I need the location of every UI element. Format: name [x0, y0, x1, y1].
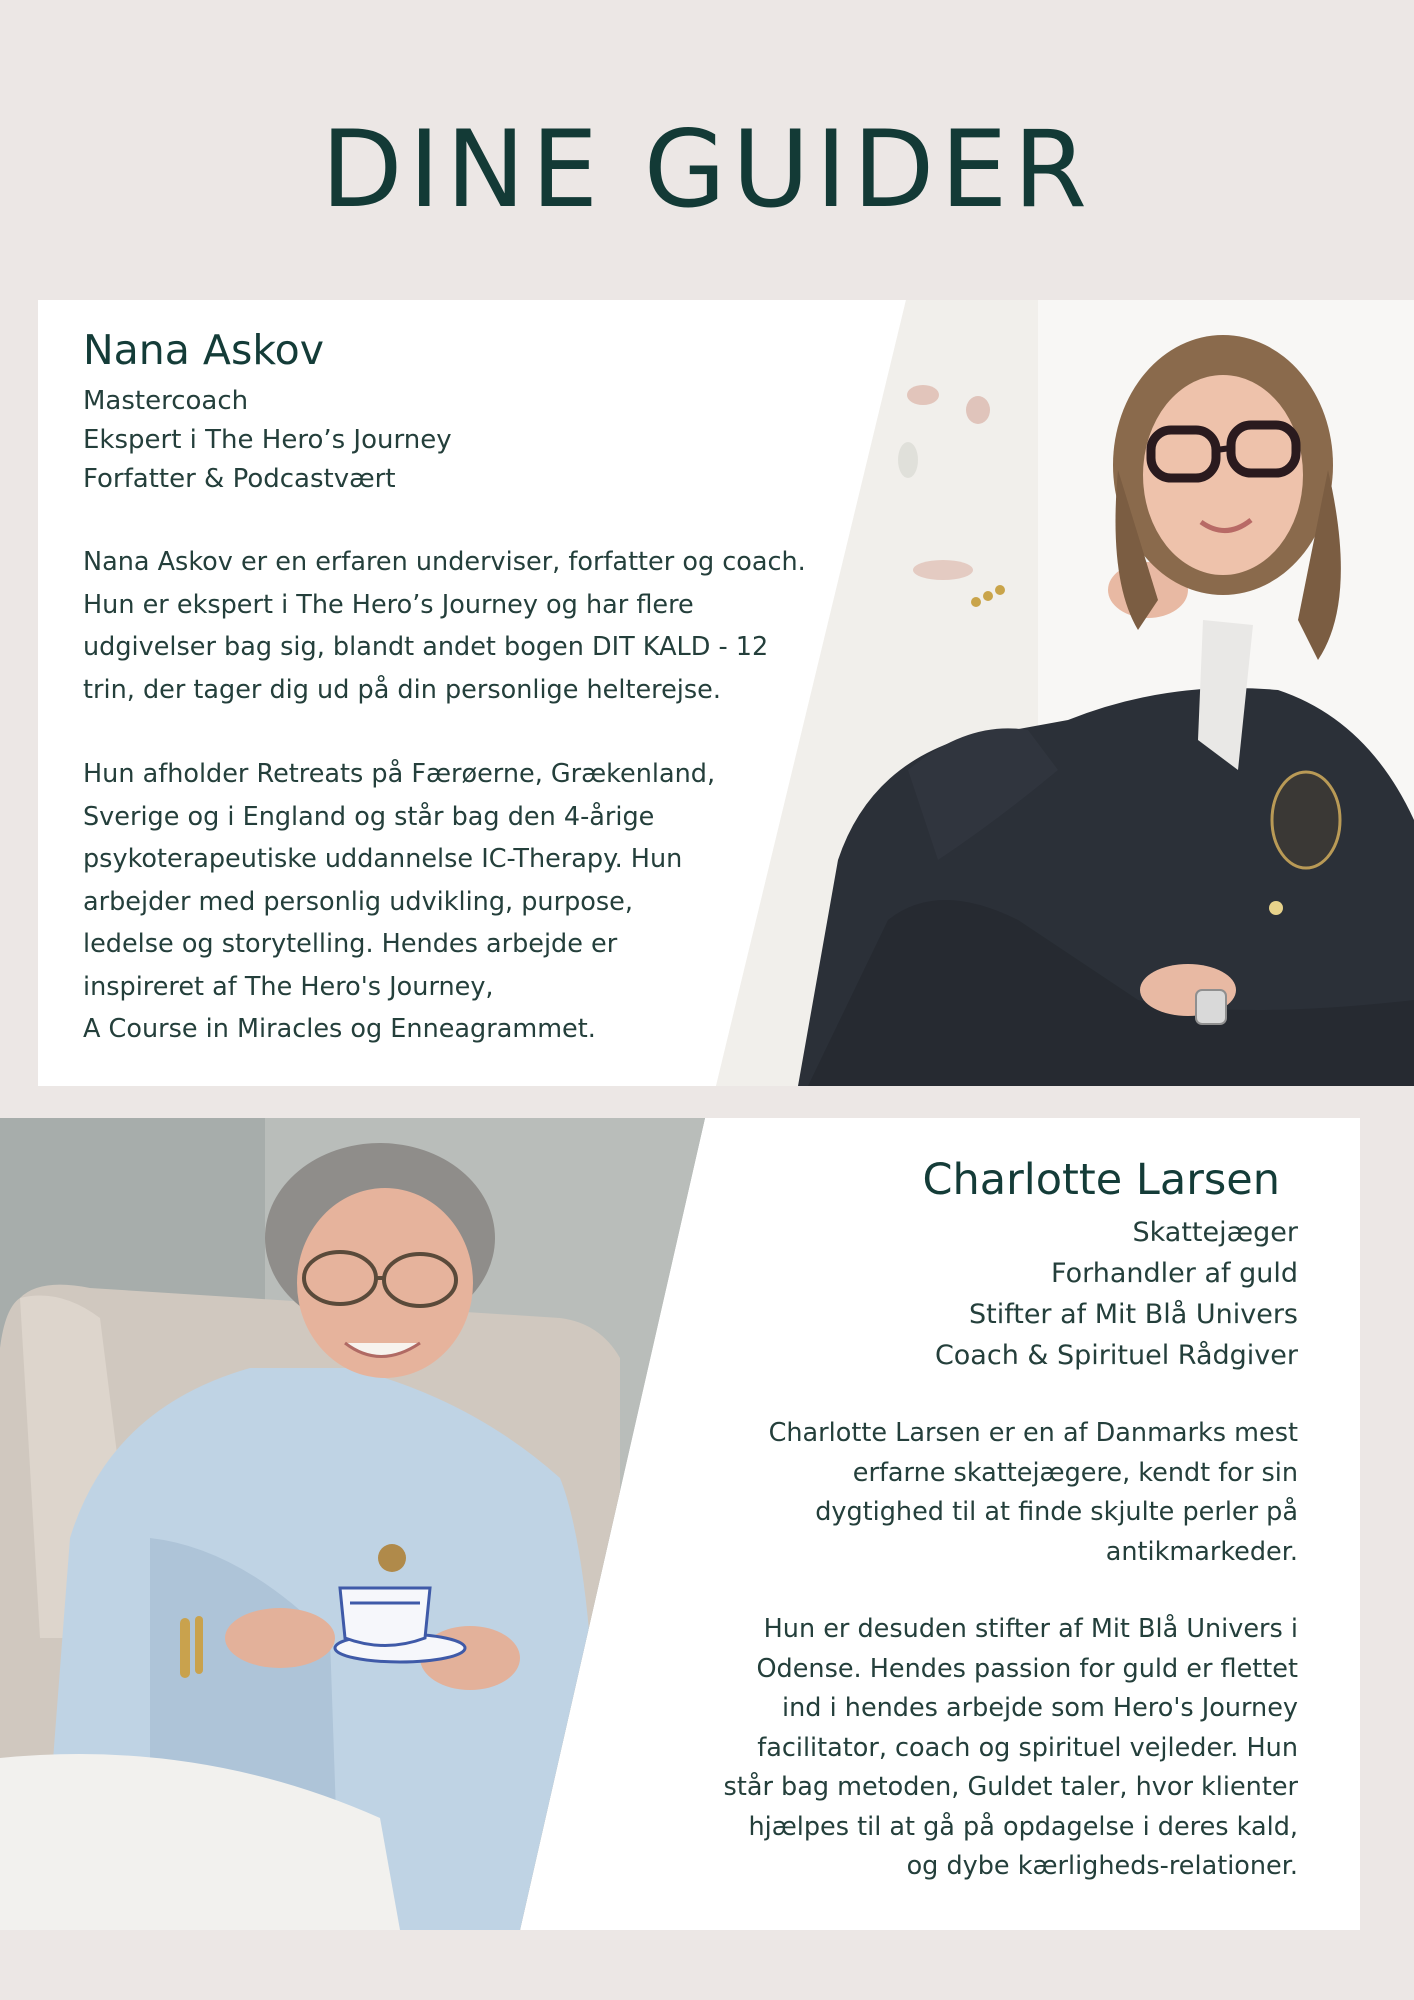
bio-line: ledelse og storytelling. Hendes arbejde er: [83, 929, 618, 959]
bio-line: dygtighed til at finde skjulte perler på: [815, 1497, 1298, 1527]
bio-line: A Course in Miracles og Enneagrammet.: [83, 1014, 596, 1044]
bio-line: Odense. Hendes passion for guld er flettet: [756, 1653, 1298, 1684]
bio-line: Hun er desuden stifter af Mit Blå Univers i: [763, 1614, 1298, 1644]
bio-paragraph: [578, 1414, 1298, 1572]
bio-line: arbejder med personlig udvikling, purpose,: [83, 886, 633, 917]
bio-line: Sverige og i England og står bag den 4-årige: [83, 801, 655, 832]
guide-text-charlotte: [578, 1150, 1298, 1887]
guide-role: Forhandler af guld: [1051, 1258, 1298, 1289]
bio-line: facilitator, coach og spirituel vejleder. Hun: [757, 1732, 1298, 1763]
page-title: DINE GUIDER: [320, 108, 1094, 231]
bio-line: udgivelser bag sig, blandt andet bogen DIT KALD - 12: [83, 632, 769, 662]
bio-line: hjælpes til at gå på opdagelse i deres kald,: [748, 1811, 1298, 1842]
bio-line: Hun er ekspert i The Hero’s Journey og har flere: [83, 589, 694, 620]
bio-line: Hun afholder Retreats på Færøerne, Grækenland,: [83, 759, 716, 789]
bio-line: psykoterapeutiske uddannelse IC-Therapy. Hun: [83, 844, 683, 874]
guide-name: Nana Askov: [83, 326, 324, 374]
guide-role: Stifter af Mit Blå Univers: [968, 1299, 1298, 1330]
guide-role: Coach & Spirituel Rådgiver: [934, 1340, 1298, 1371]
bio-line: trin, der tager dig ud på din personlige helterejse.: [83, 674, 721, 705]
guide-role: Forfatter & Podcastvært: [83, 464, 396, 494]
bio-line: og dybe kærligheds-relationer.: [906, 1851, 1298, 1881]
bio-line: antikmarkeder.: [1105, 1536, 1298, 1567]
guide-name: Charlotte Larsen: [922, 1155, 1280, 1205]
guide-card-nana: [38, 300, 1414, 1086]
bio-line: inspireret af The Hero's Journey,: [83, 971, 494, 1002]
bio-line: Nana Askov er en erfaren underviser, forfatter og coach.: [83, 547, 806, 577]
bio-paragraph: [83, 753, 863, 1051]
guide-text-nana: [83, 324, 863, 1051]
guide-role: Ekspert i The Hero’s Journey: [83, 425, 452, 455]
guide-role: Skattejæger: [1132, 1217, 1298, 1248]
bio-line: erfarne skattejægere, kendt for sin: [852, 1457, 1298, 1488]
guide-card-charlotte: [0, 1118, 1360, 1930]
bio-paragraph: [83, 541, 863, 711]
bio-line: ind i hendes arbejde som Hero's Journey: [782, 1693, 1298, 1723]
bio-line: Charlotte Larsen er en af Danmarks mest: [768, 1418, 1298, 1448]
bio-line: står bag metoden, Guldet taler, hvor klienter: [723, 1772, 1298, 1802]
guide-role: Mastercoach: [83, 386, 249, 416]
bio-paragraph: [578, 1610, 1298, 1887]
